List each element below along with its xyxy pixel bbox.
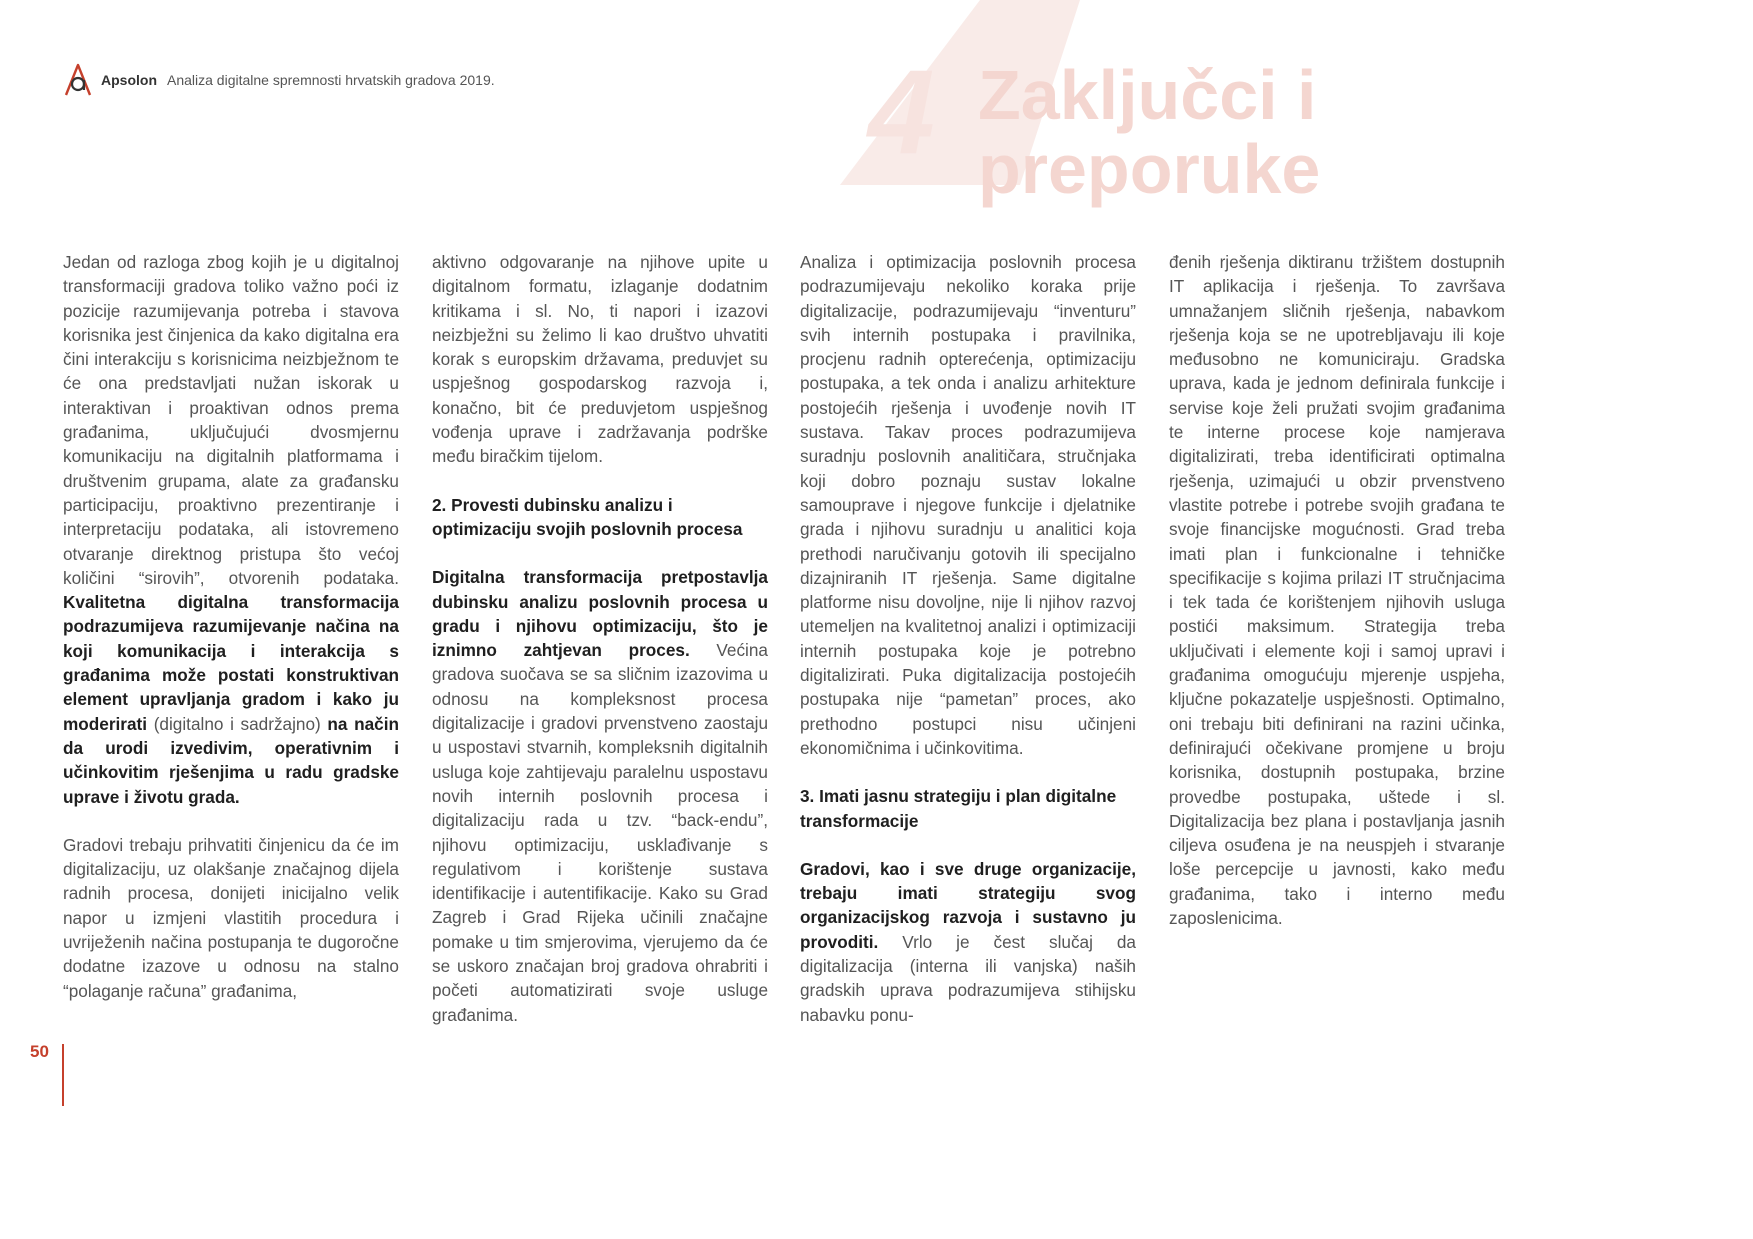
page-number: 50 [30,1042,49,1061]
paragraph: Analiza i optimizacija poslovnih procesa podrazumijevaju nekoliko koraka prije digitalizacije, podrazumijevaju “inventuru” svih internih postupaka i pravilnika, procjenu radnih opterećenja, optimizaciju postupaka, a tek onda i analizu arhitekture postojećih rješenja i uvođenje novih IT sustava. Takav proces podrazumijeva suradnju poslovnih analitičara, stručnjaka koji dobro poznaju sustav lokalne samouprave i njegove funkcije i djelatnike grada i njihovu suradnju u analitici koja prethodi naručivanju gotovih ili specijalno dizajniranih IT rješenja. Same digitalne platforme nisu dovoljne, nije li njihov razvoj utemeljen na kvalitetnoj analizi i optimizaciji internih postupaka koje je potrebno digitalizirati. Puka digitalizacija postojećih postupaka nije “pametan” proces, ako prethodno postupci nisu učinjeni ekonomičnima i učinkovitima. [800,252,1136,758]
paragraph: Gradovi trebaju prihvatiti činjenicu da će im digitalizaciju, uz olakšanje značajnog dijela radnih procesa, donijeti inicijalno velik napor u izmjeni vlastitih procedura i uvriježenih načina postupanja te dugoročne dodatne izazove u odnosu na stalno “polaganje računa” građanima, [63,834,399,1001]
lead-text: Gradovi, kao i sve druge organizacije, trebaju imati strategiju svog organizacijskog razvoja i sustavno ju provoditi. [800,858,1136,952]
apsolon-logo-icon [62,62,94,98]
page-header [62,62,495,98]
chapter-title [978,58,1438,206]
paragraph: Jedan od razloga zbog kojih je u digitalnoj transformaciji gradova toliko važno poći iz pozicije razumijevanja potreba i stavova korisnika jest činjenica da kako digitalna era čini interakciju s korisnicima neizbježnom te će ona predstavljati nužan iskorak u interaktivan i proaktivan odnos prema građanima, uključujući dvosmjernu komunikaciju na digitalnih platformama i društvenim grupama, alate za građansku participaciju, proaktivno prezentiranje i interpretaciju podataka, ali istovremeno otvaranje direktnog pristupa što većoj količini “sirovih”, otvorenih podataka. Kvalitetna digitalna transformacija podrazumijeva razumijevanje načina na koji komunikacija i interakcija s građanima može postati konstruktivan element upravljanja gradom i kako ju moderirati (digitalno i sadržajno) na način da urodi izvedivim, operativnim i učinkovitim rješenjima u radu gradske uprave i životu grada. [63,252,399,807]
bold-text: na način da urodi izvedivim, operativnim i učinkovitim rješenjima u radu gradske uprave i životu grada. [63,713,399,807]
bold-text: Kvalitetna digitalna transformacija podrazumijeva razumijevanje načina na koji komunikacija i interakcija s građanima može postati konstruktivan element upravljanja gradom i kako ju moderirati [63,592,399,734]
report-title: Analiza digitalne spremnosti hrvatskih gradova 2019. [167,72,495,88]
text-column-1 [63,250,399,1027]
text-column-4 [1169,250,1505,954]
section-heading: 2. Provesti dubinsku analizu i optimizaciju svojih poslovnih procesa [432,494,743,539]
lead-text: Digitalna transformacija pretpostavlja dubinsku analizu poslovnih procesa u gradu i njihovu optimizaciju, što je iznimno zahtjevan proces. [432,567,768,661]
section-heading: 3. Imati jasnu strategiju i plan digitalne transformacije [800,786,1117,831]
chapter-title-line1: Zaključci i [978,56,1317,134]
brand-name: Apsolon [101,72,157,88]
paragraph: đenih rješenja diktiranu tržištem dostupnih IT aplikacija i rješenja. To završava umnažanjem sličnih rješenja, nabavkom rješenja koja se ne upotrebljavaju ili koje međusobno ne komuniciraju. Gradska uprava, kada je jednom definirala funkcije i servise koje želi pružati svojim građanima te interne procese koje namjerava digitalizirati, treba identificirati optimalna rješenja, uzimajući u obzir prvenstveno vlastite potrebe i potrebe svojih građana te svoje financijske mogućnosti. Grad treba imati plan i funkcionalne i tehničke specifikacije s kojima prilazi IT stručnjacima i tek tada će korištenjem njihovih usluga postići maksimum. Strategija treba uključivati i elemente koji i samoj upravi i građanima omogućuju mjerenje uspjeha, ključne pokazatelje uspješnosti. Optimalno, oni trebaju biti definirani na razini učinka, definirajući očekivane promjene u broju korisnika, dostupnih postupaka, brzine provedbe postupaka, uštede i sl. Digitalizacija bez plana i postavljanja jasnih ciljeva osuđena je na neuspjeh i stvaranje loše percepcije u javnosti, kako među građanima, tako i interno među zaposlenicima. [1169,252,1505,929]
text-column-3 [800,250,1136,1051]
page-number-rule [62,1044,64,1106]
paragraph: aktivno odgovaranje na njihove upite u digitalnom formatu, izlaganje dodatnim kritikama i sl. No, ti napori i izazovi neizbježni su želimo li kao društvo uhvatiti korak s europskim državama, preduvjet su uspješnog gospodarskog razvoja i, konačno, bit će preduvjetom uspješnog vođenja uprave i zadržavanja podrške među biračkim tijelom. [432,252,768,467]
paragraph: Digitalna transformacija pretpostavlja dubinsku analizu poslovnih procesa u gradu i njihovu optimizaciju, što je iznimno zahtjevan proces. Većina gradova suočava se sa sličnim izazovima u odnosu na kompleksnost procesa digitalizacije i gradovi prvenstveno zaostaju u uspostavi stvarnih, kompleksnih digitalnih usluga koje zahtijevaju paralelnu uspostavu novih internih poslovnih procesa i digitalizaciju rada u tzv. “back-endu”, njihovu optimizaciju, usklađivanje s regulativom i korištenje sustava identifikacije i autentifikacije. Kako su Grad Zagreb i Grad Rijeka učinili značajne pomake u tim smjerovima, vjerujemo da će se uskoro značajan broj gradova ohrabriti i početi automatizirati svoje usluge građanima. [432,567,768,1025]
text-column-2 [432,250,768,1051]
paragraph: Gradovi, kao i sve druge organizacije, trebaju imati strategiju svog organizacijskog razvoja i sustavno ju provoditi. Vrlo je čest slučaj da digitalizacija (interna ili vanjska) naših gradskih uprava podrazumijeva stihijsku nabavku ponu- [800,858,1136,1025]
chapter-number: 4 [868,45,935,179]
chapter-title-line2: preporuke [978,130,1321,208]
